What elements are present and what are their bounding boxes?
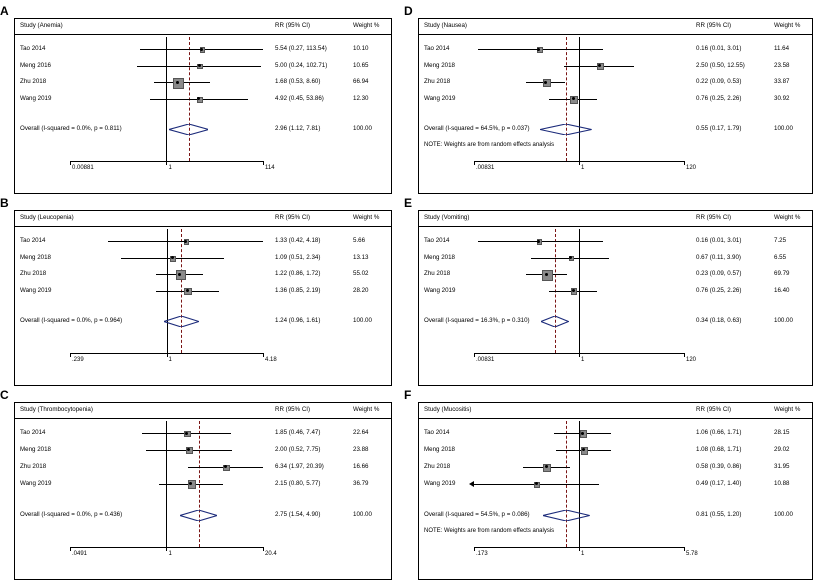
overall-effect-text: 2.96 (1.12, 7.81): [275, 125, 321, 133]
study-effect-text: 6.34 (1.97, 20.39): [275, 462, 324, 470]
study-effect-text: 1.08 (0.68, 1.71): [696, 445, 742, 453]
study-label: Meng 2018: [20, 253, 51, 261]
overall-weight-text: 100.00: [353, 125, 372, 133]
plot-area: [418, 18, 813, 194]
study-weight-text: 22.64: [353, 429, 369, 436]
x-axis-tick-label: .0491: [72, 551, 88, 557]
x-axis-tick: [166, 547, 167, 551]
study-point-estimate: [572, 289, 575, 292]
study-point-estimate: [200, 48, 203, 51]
x-axis-tick: [263, 161, 264, 165]
pooled-diamond: [180, 510, 217, 521]
pooled-diamond: [169, 124, 209, 135]
x-axis-tick: [579, 161, 580, 165]
study-label: Zhu 2018: [424, 462, 451, 470]
study-effect-text: 0.67 (0.11, 3.90): [696, 253, 741, 261]
analysis-note: NOTE: Weights are from random effects analysis: [424, 141, 555, 148]
panel-letter-c: C: [0, 388, 9, 402]
study-effect-text: 2.50 (0.50, 12.55): [696, 61, 745, 69]
column-header-weight: Weight %: [774, 214, 801, 221]
x-axis-tick: [263, 353, 264, 357]
overall-effect-text: 1.24 (0.96, 1.61): [275, 317, 321, 325]
x-axis-tick-label: .00831: [476, 357, 495, 363]
overall-label: Overall (I-squared = 0.0%, p = 0.964): [20, 317, 123, 325]
study-effect-text: 0.49 (0.17, 1.40): [696, 479, 742, 487]
x-axis-tick-label: 120: [686, 357, 697, 363]
study-weight-text: 55.02: [353, 270, 369, 278]
study-weight-text: 16.66: [353, 462, 369, 470]
study-label: Wang 2019: [424, 286, 456, 294]
x-axis-tick: [684, 547, 685, 551]
study-weight-text: 33.87: [774, 78, 790, 86]
study-effect-text: 1.85 (0.46, 7.47): [275, 429, 321, 436]
overall-weight-text: 100.00: [774, 125, 793, 133]
overall-weight-text: 100.00: [353, 511, 372, 519]
x-axis-tick: [684, 353, 685, 357]
overall-label: Overall (I-squared = 0.0%, p = 0.811): [20, 125, 122, 133]
study-weight-text: 6.55: [774, 253, 787, 261]
column-header-row: [15, 19, 391, 35]
study-label: Zhu 2018: [20, 462, 47, 470]
pooled-diamond: [543, 510, 590, 521]
x-axis-tick-label: 120: [686, 165, 697, 171]
x-axis-tick: [70, 353, 71, 357]
column-header-row: [419, 211, 812, 227]
x-axis-tick-label: .173: [476, 551, 488, 557]
x-axis-tick-label: 1: [581, 357, 585, 363]
column-header-weight: Weight %: [774, 22, 801, 29]
pooled-diamond: [541, 316, 568, 327]
study-label: Tao 2014: [20, 429, 46, 436]
study-label: Meng 2018: [424, 61, 455, 69]
plot-area: [418, 210, 813, 386]
plot-area: [418, 402, 813, 580]
x-axis-tick: [167, 353, 168, 357]
overall-label: Overall (I-squared = 16.3%, p = 0.310): [424, 317, 530, 325]
plot-area: [14, 18, 392, 194]
study-label: Wang 2019: [20, 94, 52, 102]
column-header-weight: Weight %: [774, 406, 801, 413]
study-label: Meng 2018: [424, 253, 455, 261]
column-header-study: Study (Thrombocytopenia): [20, 406, 93, 413]
study-label: Tao 2014: [424, 429, 450, 436]
column-header-study: Study (Leucopenia): [20, 214, 74, 221]
overall-weight-text: 100.00: [774, 511, 793, 519]
study-weight-text: 69.79: [774, 270, 790, 278]
study-label: Wang 2019: [20, 479, 52, 487]
column-header-effect: RR (95% CI): [275, 214, 311, 221]
study-point-estimate: [198, 64, 201, 67]
plot-area: [14, 402, 392, 580]
x-axis-tick: [474, 353, 475, 357]
column-header-row: [419, 403, 812, 419]
column-header-weight: Weight %: [353, 214, 380, 221]
study-effect-text: 1.68 (0.53, 8.60): [275, 78, 321, 86]
study-effect-text: 0.58 (0.39, 0.86): [696, 462, 742, 470]
study-label: Tao 2014: [424, 45, 450, 52]
x-axis-tick: [474, 161, 475, 165]
x-axis-tick: [70, 161, 71, 165]
forest-panel-b: [0, 196, 392, 386]
x-axis-tick: [263, 547, 264, 551]
study-effect-text: 1.33 (0.42, 4.18): [275, 237, 321, 244]
study-label: Tao 2014: [424, 237, 450, 244]
panel-letter-b: B: [0, 196, 9, 210]
study-label: Meng 2018: [20, 445, 51, 453]
column-header-study: Study (Nausea): [424, 22, 467, 29]
x-axis-tick-label: 4.18: [265, 357, 277, 363]
overall-weight-text: 100.00: [774, 317, 793, 325]
pooled-diamond: [540, 124, 592, 135]
x-axis-tick: [579, 547, 580, 551]
study-effect-text: 1.06 (0.66, 1.71): [696, 429, 742, 436]
panel-letter-f: F: [404, 388, 412, 402]
study-point-estimate: [569, 256, 572, 259]
study-point-estimate: [171, 256, 174, 259]
study-label: Meng 2018: [424, 445, 455, 453]
overall-effect-text: 0.81 (0.55, 1.20): [696, 511, 742, 519]
study-weight-text: 66.94: [353, 78, 369, 86]
column-header-study: Study (Vomiting): [424, 214, 470, 221]
study-point-estimate: [184, 240, 187, 243]
study-point-estimate: [185, 432, 188, 435]
study-effect-text: 5.00 (0.24, 102.71): [275, 61, 328, 69]
x-axis-tick-label: .00831: [476, 165, 495, 171]
x-axis-tick-label: 0.00881: [72, 165, 94, 171]
study-label: Tao 2014: [20, 45, 46, 52]
panel-letter-d: D: [404, 4, 413, 18]
study-weight-text: 23.88: [353, 445, 369, 453]
forest-panel-d: [404, 4, 813, 194]
study-weight-text: 28.20: [353, 286, 369, 294]
x-axis-tick-label: 20.4: [265, 551, 277, 557]
x-axis-tick: [70, 547, 71, 551]
study-effect-marker: [176, 270, 187, 281]
forest-panel-a: [0, 4, 392, 194]
study-effect-text: 0.22 (0.09, 0.53): [696, 78, 742, 86]
study-effect-text: 2.00 (0.52, 7.75): [275, 445, 321, 453]
study-weight-text: 28.15: [774, 429, 790, 436]
study-label: Zhu 2018: [424, 78, 451, 86]
study-label: Meng 2016: [20, 61, 51, 69]
overall-effect-text: 0.34 (0.18, 0.63): [696, 317, 742, 325]
column-header-effect: RR (95% CI): [696, 22, 732, 29]
study-weight-text: 16.40: [774, 286, 790, 294]
panel-letter-e: E: [404, 196, 413, 210]
study-weight-text: 11.64: [774, 45, 790, 52]
study-weight-text: 13.13: [353, 253, 369, 261]
study-effect-text: 1.09 (0.51, 2.34): [275, 253, 321, 261]
study-effect-text: 2.15 (0.80, 5.77): [275, 479, 321, 487]
study-point-estimate: [186, 289, 189, 292]
study-weight-text: 7.25: [774, 237, 787, 244]
overall-label: Overall (I-squared = 54.5%, p = 0.086): [424, 511, 530, 519]
x-axis-tick-label: 1: [581, 165, 585, 171]
analysis-note: NOTE: Weights are from random effects analysis: [424, 527, 555, 534]
forest-panel-c: [0, 388, 392, 580]
x-axis-tick: [684, 161, 685, 165]
column-header-weight: Weight %: [353, 406, 380, 413]
study-label: Wang 2019: [20, 286, 52, 294]
column-header-effect: RR (95% CI): [696, 406, 732, 413]
study-weight-text: 10.65: [353, 61, 369, 69]
study-label: Wang 2019: [424, 479, 456, 487]
pooled-diamond: [164, 316, 199, 327]
x-axis-tick: [474, 547, 475, 551]
column-header-weight: Weight %: [353, 22, 380, 29]
column-header-study: Study (Anemia): [20, 22, 63, 29]
study-weight-text: 31.95: [774, 462, 790, 470]
study-point-estimate: [598, 64, 601, 67]
column-header-study: Study (Mucositis): [424, 406, 472, 413]
study-point-estimate: [581, 432, 584, 435]
overall-label: Overall (I-squared = 64.5%, p = 0.037): [424, 125, 530, 133]
panel-letter-a: A: [0, 4, 9, 18]
column-header-row: [15, 211, 391, 227]
column-header-row: [15, 403, 391, 419]
forest-panel-f: [404, 388, 813, 580]
x-axis-tick-label: 114: [265, 165, 275, 171]
study-label: Zhu 2018: [424, 270, 451, 278]
study-effect-text: 0.16 (0.01, 3.01): [696, 237, 742, 244]
study-label: Tao 2014: [20, 237, 46, 244]
x-axis-tick-label: 1: [581, 551, 585, 557]
study-weight-text: 29.02: [774, 445, 790, 453]
x-axis-tick: [579, 353, 580, 357]
column-header-row: [419, 19, 812, 35]
study-effect-text: 0.76 (0.25, 2.26): [696, 286, 742, 294]
study-point-estimate: [176, 81, 179, 84]
overall-effect-text: 0.55 (0.17, 1.79): [696, 125, 742, 133]
study-effect-text: 1.36 (0.85, 2.19): [275, 286, 321, 294]
x-axis-tick-label: 5.78: [686, 551, 698, 557]
study-effect-text: 0.76 (0.25, 2.26): [696, 94, 742, 102]
overall-label: Overall (I-squared = 0.0%, p = 0.436): [20, 511, 123, 519]
study-weight-text: 23.58: [774, 61, 790, 69]
column-header-effect: RR (95% CI): [275, 22, 311, 29]
ci-arrow-left-icon: [469, 481, 474, 487]
overall-weight-text: 100.00: [353, 317, 372, 325]
study-weight-text: 5.66: [353, 237, 366, 244]
forest-panel-e: [404, 196, 813, 386]
plot-area: [14, 210, 392, 386]
study-point-estimate: [545, 273, 548, 276]
x-axis-tick-label: .239: [72, 357, 84, 363]
x-axis-tick: [166, 161, 167, 165]
overall-effect-text: 2.75 (1.54, 4.90): [275, 511, 321, 519]
study-weight-text: 12.30: [353, 94, 369, 102]
study-effect-text: 5.54 (0.27, 113.54): [275, 45, 327, 52]
study-effect-text: 1.22 (0.86, 1.72): [275, 270, 321, 278]
x-axis-tick-label: 1: [168, 165, 172, 171]
study-label: Wang 2019: [424, 94, 456, 102]
study-effect-text: 4.92 (0.45, 53.86): [275, 94, 324, 102]
study-effect-text: 0.16 (0.01, 3.01): [696, 45, 742, 52]
study-point-estimate: [572, 97, 575, 100]
study-effect-text: 0.23 (0.09, 0.57): [696, 270, 742, 278]
study-weight-text: 30.92: [774, 94, 790, 102]
study-weight-text: 36.79: [353, 479, 369, 487]
x-axis-tick-label: 1: [168, 551, 172, 557]
study-weight-text: 10.88: [774, 479, 790, 487]
column-header-effect: RR (95% CI): [696, 214, 732, 221]
study-label: Zhu 2018: [20, 78, 47, 86]
column-header-effect: RR (95% CI): [275, 406, 311, 413]
x-axis-tick-label: 1: [168, 357, 172, 363]
study-label: Zhu 2018: [20, 270, 47, 278]
study-weight-text: 10.10: [353, 45, 369, 52]
